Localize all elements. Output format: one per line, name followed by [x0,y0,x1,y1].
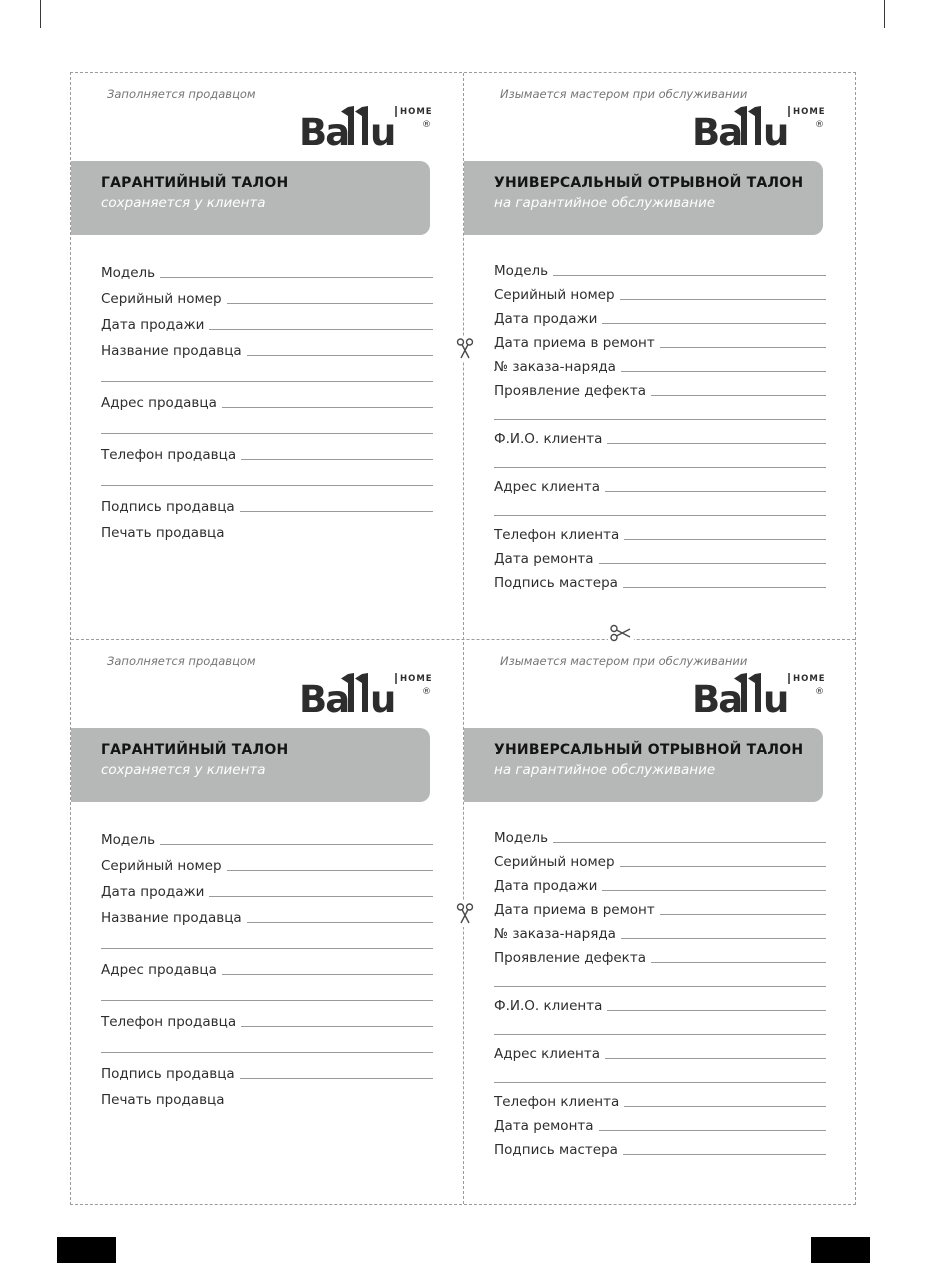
flag-glyph [748,106,761,145]
field-repair-intake-date: Дата приема в ремонт [494,896,826,920]
field-serial: Серийный номер [101,850,433,876]
field-serial: Серийный номер [494,848,826,872]
field-client-name: Ф.И.О. клиента [494,992,826,1016]
field-continuation [101,980,433,1006]
field-model: Модель [494,257,826,281]
blank-line [494,1034,826,1035]
coupon-header [71,161,430,235]
field-continuation [494,1016,826,1040]
coupon-subtitle: на гарантийное обслуживание [494,195,716,211]
blank-line [651,962,826,963]
field-master-signature: Подпись мастера [494,1136,826,1160]
coupon-title: ГАРАНТИЙНЫЙ ТАЛОН [101,742,289,758]
blank-line [660,347,826,348]
blank-line [241,1026,433,1027]
warranty-coupon-bottom-left [71,640,463,1206]
blank-line [553,842,826,843]
field-client-name: Ф.И.О. клиента [494,425,826,449]
field-seller-signature: Подпись продавца [101,491,433,517]
field-continuation [494,968,826,992]
blank-line [599,1130,826,1131]
blank-line [599,563,826,564]
blank-line [240,511,433,512]
svg-text:HOME: HOME [400,107,433,117]
blank-line [101,485,433,486]
field-sale-date: Дата продажи [101,876,433,902]
field-order-number: № заказа-наряда [494,920,826,944]
coupon-subtitle: на гарантийное обслуживание [494,762,716,778]
flag-glyph [748,673,761,712]
coupon-subtitle: сохраняется у клиента [101,195,266,211]
flag-glyph [355,673,368,712]
filled-by-note: Заполняется продавцом [107,654,256,668]
filled-by-note: Изымается мастером при обслуживании [500,87,748,101]
field-continuation [101,361,433,387]
blank-line [623,587,826,588]
field-seller-address: Адрес продавца [101,387,433,413]
field-continuation [494,401,826,425]
field-seller-phone: Телефон продавца [101,439,433,465]
field-master-signature: Подпись мастера [494,569,826,593]
blank-line [494,419,826,420]
blank-line [247,355,433,356]
blank-line [160,844,433,845]
field-seller-phone: Телефон продавца [101,1006,433,1032]
warranty-coupon-top-left [71,73,463,639]
coupon-title: УНИВЕРСАЛЬНЫЙ ОТРЫВНОЙ ТАЛОН [494,175,804,191]
blank-line [241,459,433,460]
blank-line [602,323,826,324]
field-continuation [101,465,433,491]
coupon-header [464,728,823,802]
blank-line [209,896,433,897]
field-model: Модель [101,824,433,850]
crop-mark-top-right [884,0,885,28]
blank-line [553,275,826,276]
ballu-home-logo [299,672,433,718]
field-continuation [494,497,826,521]
field-seller-stamp: Печать продавца [101,525,225,541]
blank-line [227,870,433,871]
blank-line [247,922,433,923]
coupon-sheet [70,72,856,1205]
logo-row [101,105,433,153]
blank-line [607,443,826,444]
field-serial: Серийный номер [101,283,433,309]
field-seller-name: Название продавца [101,902,433,928]
blank-line [602,890,826,891]
svg-text:Ba: Ba [299,111,349,151]
svg-text:®: ® [815,120,824,130]
field-client-address: Адрес клиента [494,473,826,497]
field-continuation [494,1064,826,1088]
field-client-phone: Телефон клиента [494,521,826,545]
field-defect-description: Проявление дефекта [494,377,826,401]
logo-row [494,672,826,720]
field-repair-date: Дата ремонта [494,1112,826,1136]
coupon-header [71,728,430,802]
blank-line [101,1000,433,1001]
crop-mark-top-left [40,0,41,28]
blank-line [101,948,433,949]
field-continuation [101,413,433,439]
blank-line [660,914,826,915]
blank-line [494,467,826,468]
svg-text:HOME: HOME [793,107,826,117]
field-seller-stamp: Печать продавца [101,1092,225,1108]
flag-glyph [355,106,368,145]
ballu-home-logo [692,105,826,151]
blank-line [605,1058,826,1059]
blank-line [494,1082,826,1083]
scissors-icon [608,623,634,643]
logo-row [101,672,433,720]
field-continuation [494,449,826,473]
blank-line [494,986,826,987]
coupon-header [464,161,823,235]
svg-text:Ba: Ba [299,678,349,718]
svg-text:Ba: Ba [692,678,742,718]
svg-text:u: u [763,678,788,718]
field-seller-address: Адрес продавца [101,954,433,980]
blank-line [624,1106,826,1107]
blank-line [101,381,433,382]
svg-text:Ba: Ba [692,111,742,151]
blank-line [623,1154,826,1155]
blank-line [101,433,433,434]
field-order-number: № заказа-наряда [494,353,826,377]
blank-line [624,539,826,540]
blank-line [494,515,826,516]
svg-text:HOME: HOME [400,674,433,684]
filled-by-note: Изымается мастером при обслуживании [500,654,748,668]
fields-block [494,257,826,593]
scissors-icon [455,336,475,362]
blank-line [607,1010,826,1011]
field-continuation [101,1032,433,1058]
field-client-phone: Телефон клиента [494,1088,826,1112]
svg-text:HOME: HOME [793,674,826,684]
ballu-home-logo [692,672,826,718]
svg-text:®: ® [422,120,431,130]
blank-line [101,1052,433,1053]
field-sale-date: Дата продажи [494,872,826,896]
blank-line [620,866,826,867]
blank-line [240,1078,433,1079]
svg-text:u: u [370,111,395,151]
print-bar-bottom-right [811,1237,870,1263]
print-bar-bottom-left [57,1237,116,1263]
logo-row [494,105,826,153]
field-seller-name: Название продавца [101,335,433,361]
blank-line [620,299,826,300]
field-model: Модель [494,824,826,848]
scissors-icon [455,901,475,927]
field-repair-date: Дата ремонта [494,545,826,569]
service-coupon-top-right [464,73,856,639]
svg-text:u: u [370,678,395,718]
field-sale-date: Дата продажи [101,309,433,335]
svg-text:u: u [763,111,788,151]
field-continuation [101,928,433,954]
service-coupon-bottom-right [464,640,856,1206]
field-seller-signature: Подпись продавца [101,1058,433,1084]
fields-block [494,824,826,1160]
field-serial: Серийный номер [494,281,826,305]
ballu-home-logo [299,105,433,151]
field-repair-intake-date: Дата приема в ремонт [494,329,826,353]
blank-line [222,974,433,975]
field-client-address: Адрес клиента [494,1040,826,1064]
blank-line [160,277,433,278]
blank-line [621,938,826,939]
svg-text:®: ® [422,687,431,697]
blank-line [651,395,826,396]
coupon-title: ГАРАНТИЙНЫЙ ТАЛОН [101,175,289,191]
blank-line [209,329,433,330]
coupon-title: УНИВЕРСАЛЬНЫЙ ОТРЫВНОЙ ТАЛОН [494,742,804,758]
field-model: Модель [101,257,433,283]
fields-block [101,824,433,1110]
blank-line [222,407,433,408]
blank-line [621,371,826,372]
fields-block [101,257,433,543]
filled-by-note: Заполняется продавцом [107,87,256,101]
coupon-subtitle: сохраняется у клиента [101,762,266,778]
svg-text:®: ® [815,687,824,697]
field-defect-description: Проявление дефекта [494,944,826,968]
field-sale-date: Дата продажи [494,305,826,329]
blank-line [605,491,826,492]
blank-line [227,303,433,304]
